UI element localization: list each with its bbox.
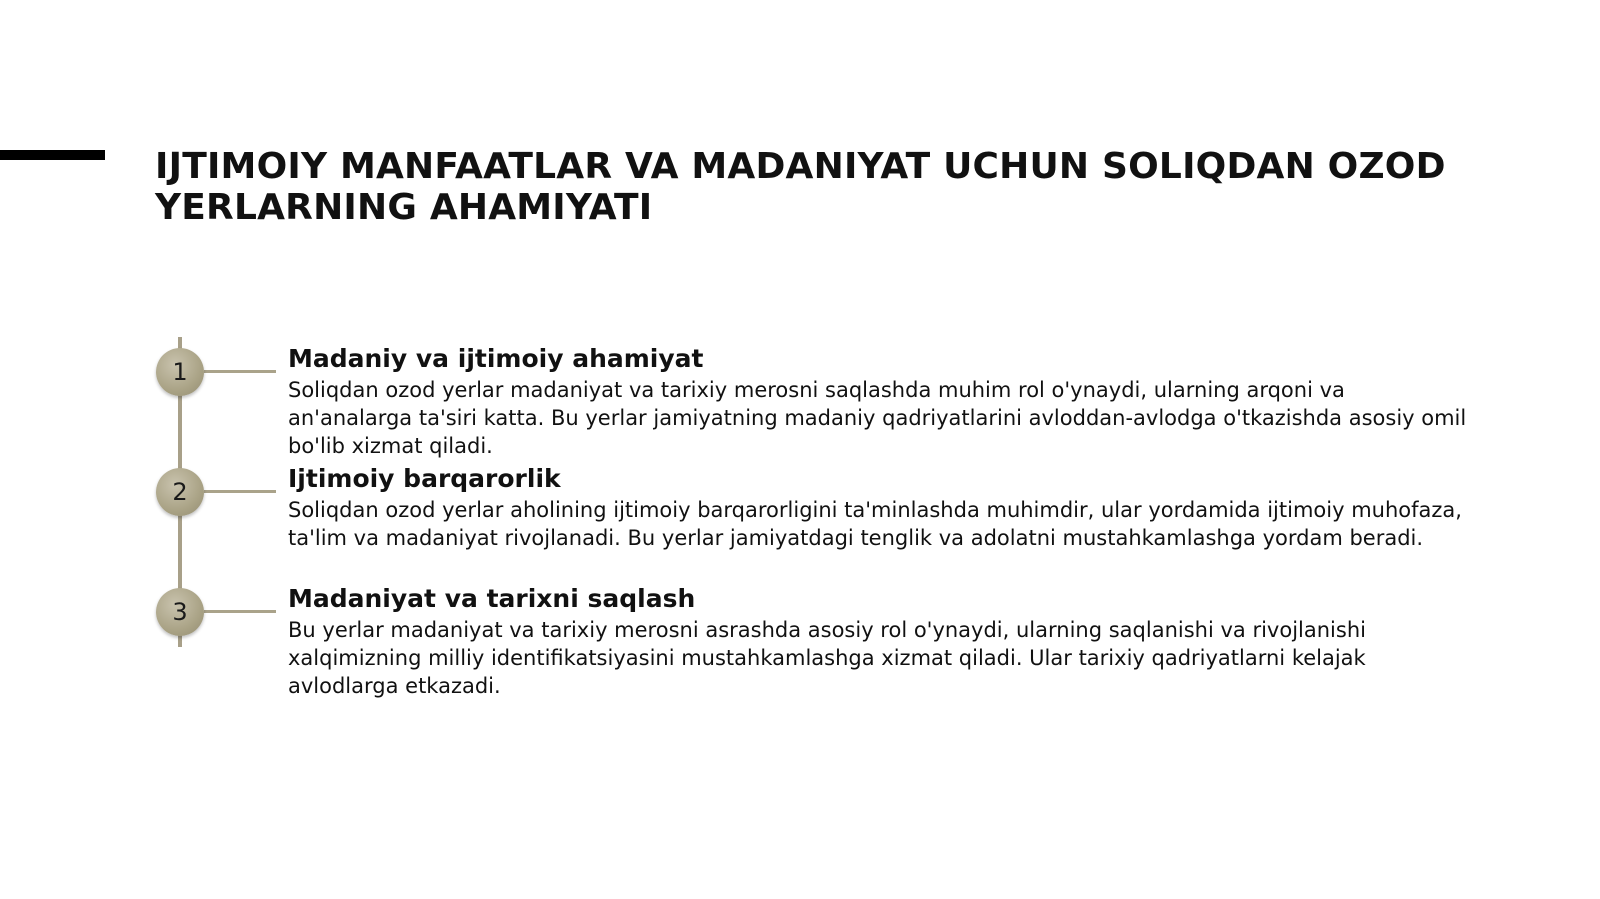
timeline-item-text: Bu yerlar madaniyat va tarixiy merosni asrashda asosiy rol o'ynaydi, ularning saqlanishi va rivojlanishi xalqimizning milliy identifikatsiyasini mustahkamlashga xizmat qiladi. Ular tarixiy qadriyatlarni kelajak avlodlarga etkazadi.	[288, 618, 1366, 698]
timeline-item-text: Soliqdan ozod yerlar madaniyat va tarixiy merosni saqlashda muhim rol o'ynaydi, ularning arqoni va an'analarga ta'siri katta. Bu yerlar jamiyatning madaniy qadriyatlarini avloddan-avlodga o'tkazishda asosiy omil bo'lib xizmat qiladi.	[288, 378, 1467, 458]
timeline-item-1	[288, 344, 1468, 460]
timeline-item-heading: Ijtimoiy barqarorlik	[288, 464, 561, 493]
timeline-item-heading: Madaniy va ijtimoiy ahamiyat	[288, 344, 704, 373]
timeline-item-heading: Madaniyat va tarixni saqlash	[288, 584, 696, 613]
timeline-node-3: 3	[156, 588, 204, 636]
slide-title: IJTIMOIY MANFAATLAR VA MADANIYAT UCHUN SOLIQDAN OZOD YERLARNING AHAMIYATI	[155, 146, 1446, 228]
timeline-connector-1	[204, 370, 276, 373]
timeline-connector-3	[204, 610, 276, 613]
timeline-connector-2	[204, 490, 276, 493]
timeline-item-2	[288, 464, 1468, 552]
timeline-item-text: Soliqdan ozod yerlar aholining ijtimoiy barqarorligini ta'minlashda muhimdir, ular yordamida ijtimoiy muhofaza, ta'lim va madaniyat rivojlanadi. Bu yerlar jamiyatdagi tenglik va adolatni mustahkamlashga yordam beradi.	[288, 498, 1462, 550]
timeline-node-1: 1	[156, 348, 204, 396]
timeline-item-3	[288, 584, 1468, 700]
timeline-node-2: 2	[156, 468, 204, 516]
